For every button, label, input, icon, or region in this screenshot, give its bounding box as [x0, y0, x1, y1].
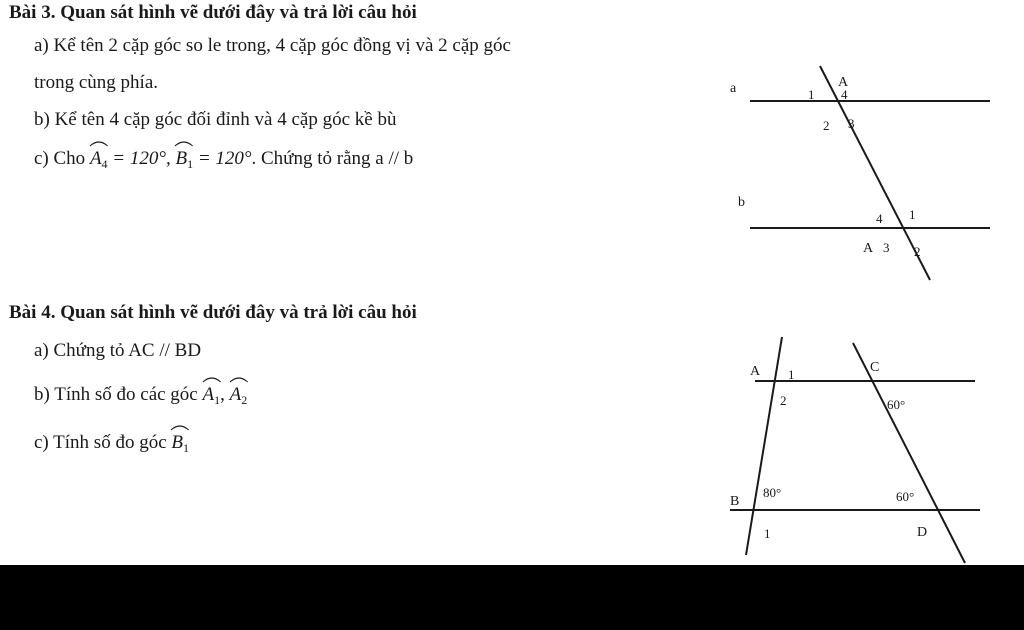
- angle-B1-bai4: [171, 432, 189, 459]
- angle-A2-sub: 2: [241, 393, 248, 407]
- angle-A2: [230, 384, 248, 411]
- angle-hat-icon: [174, 139, 194, 147]
- angle-hat-icon: [170, 423, 190, 431]
- angle-A1: [203, 384, 221, 411]
- bai4-c-prefix: c) Tính số đo góc: [34, 432, 172, 453]
- angle-A1-letter: A: [202, 384, 215, 405]
- bai4-title: Bài 4. Quan sát hình vẽ dưới đây và trả lời câu hỏi: [9, 302, 417, 323]
- angle-A4-value: = 120°,: [112, 148, 171, 169]
- label-point-D: D: [917, 525, 928, 540]
- label-angle-A2: 2: [780, 393, 787, 408]
- label-B-angle-1: 1: [909, 207, 916, 222]
- angle-hat-icon: [229, 375, 249, 383]
- label-line-b: b: [738, 195, 745, 210]
- angle-A4: [90, 148, 108, 175]
- bai3-figure: [720, 60, 1000, 290]
- angle-A4-sub: 4: [101, 157, 108, 171]
- angle-B1-bai4-sub: 1: [183, 441, 189, 455]
- bai4-question-c: [34, 432, 189, 459]
- bai3-c-prefix: c) Cho: [34, 148, 90, 169]
- label-angle-A1: 1: [788, 367, 795, 382]
- label-line-a: a: [730, 81, 737, 96]
- bai3-question-b: b) Kể tên 4 cặp góc đối đỉnh và 4 cặp góc kề bù: [34, 109, 397, 130]
- label-angle-B1: 1: [764, 526, 771, 541]
- label-point-B: B: [730, 494, 740, 509]
- bai4-figure: [720, 335, 1010, 565]
- angle-A4-letter: A: [89, 148, 102, 169]
- angle-B1-bai4-letter: B: [171, 432, 183, 453]
- label-angle-D: 60°: [896, 489, 915, 504]
- label-point-B: A: [863, 241, 874, 256]
- angle-A1-sub: 1: [214, 393, 221, 407]
- label-B-angle-4: 4: [876, 211, 883, 226]
- label-A-angle-3: 3: [848, 116, 855, 131]
- label-A-angle-4: 4: [841, 87, 848, 102]
- label-A-angle-2: 2: [823, 118, 830, 133]
- bai3-question-a-line1: a) Kể tên 2 cặp góc so le trong, 4 cặp góc đồng vị và 2 cặp góc: [34, 35, 511, 56]
- bai4-question-b: [34, 384, 247, 411]
- label-point-A: A: [838, 75, 849, 90]
- angle-hat-icon: [202, 375, 222, 383]
- angle-A2-letter: A: [229, 384, 242, 405]
- label-point-C: C: [870, 360, 880, 375]
- bai4-question-a: a) Chứng tỏ AC // BD: [34, 340, 202, 361]
- bai4-b-separator: ,: [220, 384, 230, 405]
- angle-B1-letter: B: [175, 148, 188, 169]
- label-A-angle-1: 1: [808, 87, 815, 102]
- label-B-angle-3: 3: [883, 240, 890, 255]
- line-CD: [853, 343, 965, 563]
- bai3-c-suffix: . Chứng tỏ rằng a // b: [251, 148, 414, 169]
- label-angle-C: 60°: [887, 397, 906, 412]
- bai3-question-c: [34, 148, 413, 175]
- bai3-title: Bài 3. Quan sát hình vẽ dưới đây và trả lời câu hỏi: [9, 2, 417, 23]
- angle-B1-sub: 1: [187, 157, 194, 171]
- angle-hat-icon: [89, 139, 109, 147]
- angle-B1: [175, 148, 193, 175]
- bai4-b-prefix: b) Tính số đo các góc: [34, 384, 203, 405]
- label-angle-B: 80°: [763, 485, 782, 500]
- label-B-angle-2: 2: [914, 244, 921, 259]
- angle-B1-value: = 120°: [197, 148, 252, 169]
- label-point-A: A: [750, 364, 761, 379]
- bai3-question-a-line2: trong cùng phía.: [34, 72, 159, 93]
- black-bottom-band: [0, 565, 1024, 630]
